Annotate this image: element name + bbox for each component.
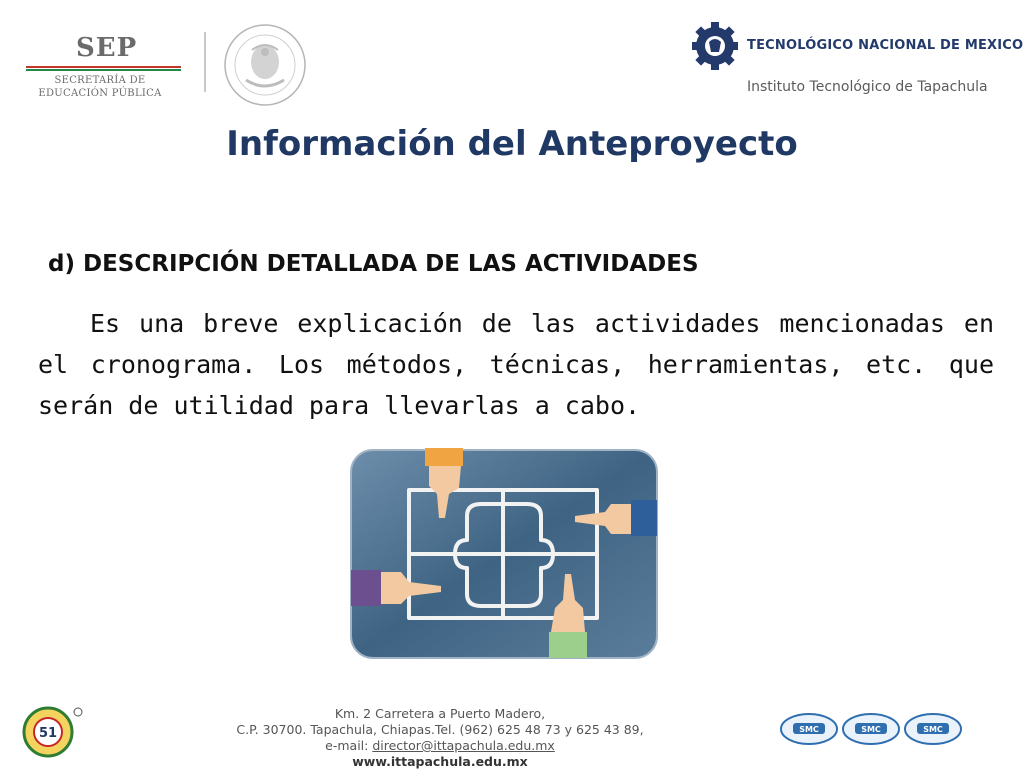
section-heading: d) DESCRIPCIÓN DETALLADA DE LAS ACTIVIDADES bbox=[48, 251, 699, 277]
address-line1: Km. 2 Carretera a Puerto Madero, bbox=[334, 706, 546, 721]
logo-number: 51 bbox=[38, 726, 58, 741]
header-divider bbox=[204, 32, 206, 92]
body-paragraph: Es una breve explicación de las actividades mencionadas en el cronograma. Los métodos, técnicas, herramientas, etc. que serán de utilidad para llevarlas a cabo. bbox=[38, 309, 994, 420]
puzzle-hands-icon bbox=[349, 448, 659, 660]
campus-name: Instituto Tecnológico de Tapachula bbox=[747, 79, 988, 95]
cert-label: SMC bbox=[923, 725, 943, 734]
page-title: Información del Anteproyecto bbox=[226, 124, 798, 164]
smc-certification-icon bbox=[841, 712, 901, 746]
email-prefix: e-mail: bbox=[325, 738, 373, 753]
sep-green-line bbox=[26, 69, 181, 71]
sep-subtitle-line1: SECRETARÍA DE bbox=[54, 75, 146, 86]
tecnm-gear-icon bbox=[690, 16, 740, 76]
cert-label: SMC bbox=[861, 725, 881, 734]
smc-certification-icon bbox=[779, 712, 839, 746]
address-line2: C.P. 30700. Tapachula, Chiapas.Tel. (962) 625 48 73 y 625 43 89, bbox=[236, 722, 644, 737]
sep-logo bbox=[20, 25, 190, 105]
cert-label: SMC bbox=[799, 725, 819, 734]
anniversary-logo-icon bbox=[18, 702, 86, 760]
sep-acronym: SEP bbox=[76, 33, 138, 63]
institution-name: TECNOLÓGICO NACIONAL DE MEXICO bbox=[747, 38, 1024, 53]
email-link[interactable]: director@ittapachula.edu.mx bbox=[372, 738, 555, 753]
website-link[interactable]: www.ittapachula.edu.mx bbox=[352, 754, 528, 769]
smc-certification-icon bbox=[903, 712, 963, 746]
sep-subtitle-line2: EDUCACIÓN PÚBLICA bbox=[38, 88, 162, 99]
sep-red-line bbox=[26, 66, 181, 68]
email-line bbox=[210, 738, 670, 754]
footer-address bbox=[210, 706, 670, 770]
national-seal-icon bbox=[222, 22, 308, 108]
